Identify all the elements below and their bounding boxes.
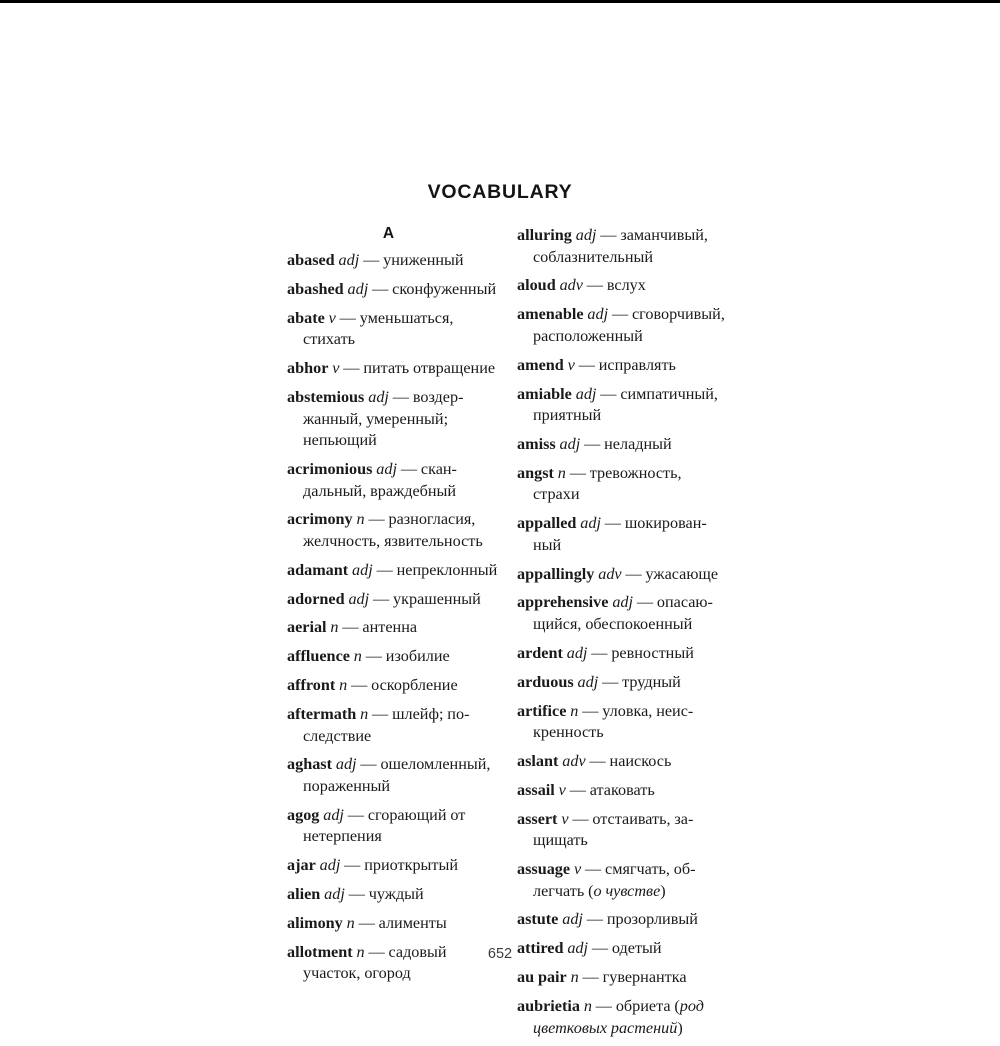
entry-dash: — (584, 434, 601, 453)
entry-headword: affluence (287, 647, 350, 666)
entry-dash: — (368, 942, 385, 961)
entry-gloss: исправлять (598, 355, 676, 374)
entry-headword: appalled (517, 514, 577, 533)
entry-dash: — (600, 384, 617, 403)
entry-dash: — (604, 514, 621, 533)
entry-part-of-speech: n (557, 463, 566, 482)
entry-headword: agog (287, 805, 320, 824)
entry-part-of-speech: adj (368, 387, 389, 406)
entry-dash: — (368, 510, 385, 529)
entry-part-of-speech: n (356, 942, 365, 961)
entry-dash: — (569, 780, 586, 799)
dictionary-entry (517, 304, 728, 347)
entry-dash: — (343, 359, 360, 378)
entry-dash: — (365, 647, 382, 666)
entry-gloss: наискось (609, 751, 672, 770)
entry-gloss: разногласия, желчность, язвительность (303, 510, 483, 550)
entry-dash: — (582, 968, 599, 987)
dictionary-entry (517, 672, 728, 694)
dictionary-entry (517, 859, 728, 902)
entry-gloss: трудный (622, 672, 681, 691)
dictionary-entry (287, 704, 498, 747)
entry-dash: — (569, 463, 586, 482)
dictionary-entry (287, 855, 498, 877)
dictionary-entry (517, 463, 728, 506)
entry-part-of-speech: v (558, 780, 566, 799)
entry-part-of-speech: n (339, 676, 348, 695)
entry-gloss: симпатичный, приятный (533, 384, 718, 425)
entry-headword: acrimony (287, 510, 353, 529)
entry-headword: assail (517, 780, 555, 799)
entry-dash: — (342, 618, 359, 637)
entry-dash: — (578, 355, 595, 374)
entry-headword: adamant (287, 560, 349, 579)
entry-part-of-speech: v (567, 355, 575, 374)
entry-part-of-speech: adj (575, 384, 597, 403)
entry-gloss: ошеломленный, пораженный (303, 755, 491, 795)
entry-part-of-speech: adj (567, 939, 588, 958)
entry-headword: alien (287, 885, 321, 903)
entry-dash: — (611, 305, 629, 324)
entry-headword: aerial (287, 618, 327, 637)
entry-dash: — (636, 593, 654, 612)
entry-part-of-speech: adv (598, 564, 622, 583)
entry-headword: amend (517, 355, 564, 374)
dictionary-entry (287, 805, 498, 848)
vocabulary-columns (287, 225, 747, 1046)
entry-dash: — (572, 809, 589, 828)
entry-gloss: отстаивать, защищать (533, 809, 694, 850)
entry-gloss: уменьшаться, стихать (303, 308, 454, 349)
entry-part-of-speech: adj (319, 856, 341, 875)
dictionary-entry (287, 560, 498, 582)
left-column-entry-list (287, 250, 498, 985)
entry-headword: affront (287, 676, 336, 695)
entry-headword: au pair (517, 968, 567, 987)
dictionary-entry (287, 358, 498, 380)
entry-headword: angst (517, 463, 554, 482)
entry-headword: abased (287, 251, 335, 269)
entry-dash: — (600, 226, 617, 244)
entry-part-of-speech: v (332, 359, 340, 378)
entry-gloss: сгорающий от нетерпения (303, 805, 466, 846)
section-letter-heading: A (382, 225, 395, 242)
entry-headword: acrimonious (287, 459, 373, 478)
right-column-entry-list (517, 225, 728, 1039)
entry-dash: — (358, 913, 375, 932)
entry-part-of-speech: adj (335, 755, 357, 774)
entry-gloss: украшенный (393, 589, 481, 608)
left-column (287, 225, 498, 1046)
entry-gloss: сконфуженный (392, 279, 497, 298)
entry-part-of-speech: adj (324, 885, 345, 903)
entry-dash: — (400, 459, 418, 478)
entry-gloss: питать отвращение (363, 359, 496, 378)
entry-gloss: заманчивый, соблазнительный (533, 226, 708, 266)
entry-gloss-tail: ) (660, 881, 666, 900)
dictionary-entry (517, 751, 728, 773)
entry-headword: amiable (517, 384, 572, 403)
entry-gloss: алименты (378, 913, 447, 932)
entry-headword: abhor (287, 359, 329, 378)
dictionary-entry (517, 996, 728, 1039)
entry-part-of-speech: n (360, 704, 369, 723)
entry-part-of-speech: adj (559, 434, 581, 453)
entry-gloss-tail: ) (677, 1018, 683, 1037)
entry-part-of-speech: adj (338, 251, 360, 269)
dictionary-entry (287, 754, 498, 797)
entry-gloss: атаковать (589, 780, 655, 799)
entry-part-of-speech: n (570, 968, 579, 987)
entry-headword: aslant (517, 751, 559, 770)
entry-dash: — (595, 996, 612, 1015)
dictionary-entry (287, 646, 498, 668)
entry-part-of-speech: adj (376, 459, 397, 478)
entry-dash: — (582, 701, 599, 720)
dictionary-entry (517, 909, 728, 931)
entry-gloss: сговорчивый, расположенный (533, 305, 725, 345)
entry-gloss-note: род цветковых растений (533, 996, 704, 1037)
dictionary-entry (287, 387, 498, 452)
entry-headword: abashed (287, 279, 344, 298)
entry-gloss: тревожность, страхи (533, 463, 682, 504)
entry-headword: adorned (287, 589, 345, 608)
entry-gloss: неладный (604, 434, 672, 453)
dictionary-entry (517, 434, 728, 456)
entry-headword: aftermath (287, 704, 357, 723)
entry-dash: — (347, 805, 364, 824)
entry-gloss: чуждый (368, 885, 424, 903)
dictionary-entry (517, 967, 728, 989)
entry-part-of-speech: adj (577, 672, 599, 691)
entry-part-of-speech: adj (612, 593, 633, 612)
dictionary-entry (287, 250, 498, 272)
entry-gloss: изобилие (385, 647, 450, 666)
entry-headword: astute (517, 910, 559, 929)
entry-gloss: антенна (362, 618, 418, 637)
entry-dash: — (392, 387, 409, 406)
entry-gloss: скандальный, враждебный (303, 459, 457, 500)
entry-gloss: шокированный (533, 514, 707, 554)
entry-gloss-note: о чувстве (593, 881, 661, 900)
entry-part-of-speech: adj (352, 560, 373, 579)
entry-dash: — (339, 308, 356, 327)
entry-headword: alluring (517, 226, 572, 244)
entry-part-of-speech: n (353, 647, 362, 666)
dictionary-entry (287, 913, 498, 935)
entry-part-of-speech: adj (587, 305, 609, 324)
entry-part-of-speech: adj (566, 643, 588, 662)
dictionary-entry (517, 355, 728, 377)
entry-part-of-speech: adj (323, 805, 344, 824)
entry-headword: apprehensive (517, 593, 609, 612)
entry-gloss: одетый (611, 939, 662, 958)
dictionary-entry (517, 513, 728, 556)
entry-dash: — (372, 279, 389, 298)
dictionary-entry (517, 275, 728, 297)
entry-gloss: униженный (383, 251, 464, 269)
entry-dash: — (591, 939, 609, 958)
entry-dash: — (589, 751, 606, 770)
entry-headword: alimony (287, 913, 343, 932)
dictionary-entry (287, 509, 498, 552)
entry-dash: — (363, 251, 380, 269)
entry-part-of-speech: n (570, 701, 579, 720)
dictionary-entry (287, 589, 498, 611)
entry-dash: — (344, 856, 361, 875)
dictionary-entry (517, 701, 728, 744)
entry-part-of-speech: v (561, 809, 569, 828)
entry-headword: abstemious (287, 387, 365, 406)
entry-part-of-speech: adj (580, 514, 601, 533)
entry-headword: assuage (517, 860, 571, 878)
entry-part-of-speech: adv (559, 276, 583, 295)
entry-gloss: смягчать, облегчать ( (533, 860, 696, 900)
entry-dash: — (591, 643, 608, 662)
entry-headword: amenable (517, 305, 584, 324)
entry-dash: — (372, 704, 389, 723)
entry-part-of-speech: v (573, 860, 582, 878)
dictionary-entry (517, 225, 728, 268)
dictionary-entry (517, 809, 728, 852)
dictionary-entry (287, 617, 498, 639)
entry-part-of-speech: adj (562, 910, 583, 929)
page-title: VOCABULARY (427, 181, 573, 203)
dictionary-entry (287, 884, 498, 906)
entry-gloss: ужасающе (645, 564, 719, 583)
entry-gloss: садовый участок, огород (303, 942, 447, 983)
dictionary-entry (517, 384, 728, 427)
entry-part-of-speech: adj (347, 279, 369, 298)
dictionary-entry (517, 592, 728, 635)
page-number: 652 (487, 946, 513, 962)
dictionary-entry (517, 564, 728, 586)
entry-gloss: уловка, неискренность (533, 701, 694, 742)
entry-dash: — (348, 885, 365, 903)
entry-dash: — (584, 860, 602, 878)
entry-gloss: шлейф; последствие (303, 704, 470, 745)
entry-dash: — (586, 910, 603, 929)
entry-part-of-speech: n (356, 510, 365, 529)
entry-headword: attired (517, 939, 564, 958)
entry-headword: assert (517, 809, 558, 828)
entry-gloss: приоткрытый (364, 856, 459, 875)
entry-headword: artifice (517, 701, 567, 720)
entry-dash: — (351, 676, 368, 695)
entry-headword: ajar (287, 856, 316, 875)
entry-dash: — (625, 564, 642, 583)
entry-gloss: непреклонный (396, 560, 498, 579)
entry-dash: — (376, 560, 393, 579)
entry-gloss: опасающийся, обеспокоенный (533, 593, 713, 634)
entry-part-of-speech: v (328, 308, 336, 327)
entry-headword: abate (287, 308, 325, 327)
entry-dash: — (372, 589, 390, 608)
entry-headword: aghast (287, 755, 332, 774)
entry-gloss: воздержанный, умеренный; непьющий (303, 387, 464, 450)
entry-dash: — (360, 755, 377, 774)
entry-headword: amiss (517, 434, 556, 453)
entry-gloss: обриета ( (615, 996, 680, 1015)
dictionary-entry (287, 459, 498, 502)
dictionary-entry (287, 675, 498, 697)
entry-headword: appallingly (517, 564, 595, 583)
entry-part-of-speech: n (330, 618, 339, 637)
entry-dash: — (586, 276, 603, 295)
entry-headword: ardent (517, 643, 563, 662)
entry-gloss: прозорливый (606, 910, 698, 929)
dictionary-entry (517, 780, 728, 802)
entry-headword: aubrietia (517, 996, 580, 1015)
dictionary-entry (287, 308, 498, 351)
right-column (517, 225, 728, 1046)
entry-headword: allotment (287, 942, 353, 961)
dictionary-entry (517, 643, 728, 665)
entry-gloss: гувернантка (602, 968, 687, 987)
entry-part-of-speech: n (583, 996, 592, 1015)
entry-dash: — (602, 672, 619, 691)
dictionary-entry (287, 279, 498, 301)
entry-part-of-speech: adj (348, 589, 370, 608)
entry-part-of-speech: adv (562, 751, 586, 770)
entry-gloss: оскорбление (371, 676, 458, 695)
entry-part-of-speech: adj (575, 226, 597, 244)
entry-headword: aloud (517, 276, 556, 295)
entry-gloss: ревностный (611, 643, 694, 662)
entry-part-of-speech: n (346, 913, 355, 932)
entry-gloss: вслух (606, 276, 646, 295)
entry-headword: arduous (517, 672, 574, 691)
